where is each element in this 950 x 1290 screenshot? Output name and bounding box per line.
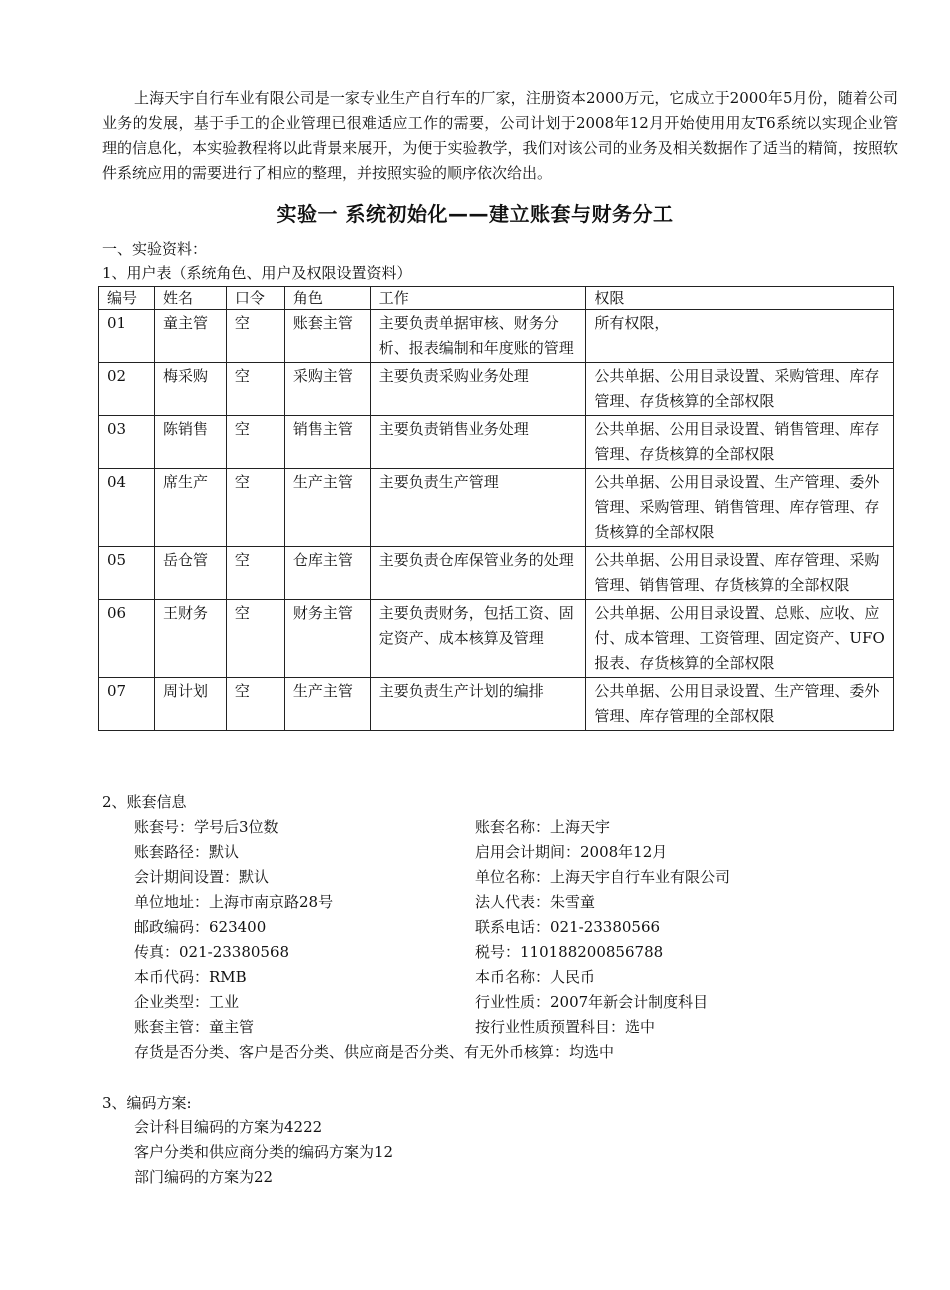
- cell-id: 04: [99, 469, 155, 547]
- table-row: [99, 600, 894, 678]
- account-info-row: [134, 865, 894, 890]
- cell-permission: 公共单据、公用目录设置、生产管理、委外管理、库存管理的全部权限: [586, 678, 894, 731]
- account-info-row: [134, 1040, 894, 1065]
- table-row: [99, 547, 894, 600]
- cell-role: 生产主管: [284, 678, 370, 731]
- cell-role: 财务主管: [284, 600, 370, 678]
- header-password: 口令: [226, 287, 284, 310]
- table-row: [99, 363, 894, 416]
- cell-name: 席生产: [154, 469, 226, 547]
- user-table: [98, 286, 894, 731]
- cell-work: 主要负责生产计划的编排: [370, 678, 586, 731]
- cell-password: 空: [226, 363, 284, 416]
- cell-permission: 所有权限，: [586, 310, 894, 363]
- account-info-row: [134, 965, 894, 990]
- coding-scheme-item: 会计科目编码的方案为4222: [134, 1118, 323, 1136]
- cell-work: 主要负责单据审核、财务分析、报表编制和年度账的管理: [370, 310, 586, 363]
- account-info-row: [134, 840, 894, 865]
- cell-permission: 公共单据、公用目录设置、销售管理、库存管理、存货核算的全部权限: [586, 416, 894, 469]
- account-info-left: 账套路径：默认: [134, 843, 240, 861]
- account-info-heading: 2、账套信息: [102, 793, 187, 811]
- account-info-right: 账套名称：上海天宇: [475, 818, 611, 836]
- intro-paragraph: [102, 86, 898, 186]
- cell-name: 周计划: [154, 678, 226, 731]
- table-row: [99, 416, 894, 469]
- coding-scheme-list: [134, 1115, 393, 1190]
- cell-permission: 公共单据、公用目录设置、总账、应收、应付、成本管理、工资管理、固定资产、UFO报表、存货核算的全部权限: [586, 600, 894, 678]
- coding-scheme-item: 部门编码的方案为22: [134, 1168, 274, 1186]
- header-id: 编号: [99, 287, 155, 310]
- cell-id: 02: [99, 363, 155, 416]
- table-row: [99, 678, 894, 731]
- cell-name: 岳仓管: [154, 547, 226, 600]
- cell-role: 账套主管: [284, 310, 370, 363]
- account-info-row: [134, 815, 894, 840]
- cell-password: 空: [226, 600, 284, 678]
- account-info-right: 本币名称：人民币: [475, 968, 596, 986]
- account-info-right: 启用会计期间：2008年12月: [475, 843, 668, 861]
- account-info-left: 会计期间设置：默认: [134, 868, 270, 886]
- account-info-row: [134, 890, 894, 915]
- cell-name: 王财务: [154, 600, 226, 678]
- account-info-right: 单位名称：上海天宇自行车业有限公司: [475, 868, 731, 886]
- cell-name: 陈销售: [154, 416, 226, 469]
- cell-id: 07: [99, 678, 155, 731]
- coding-scheme-item: 客户分类和供应商分类的编码方案为12: [134, 1143, 394, 1161]
- account-info-right: 法人代表：朱雪童: [475, 893, 596, 911]
- cell-password: 空: [226, 416, 284, 469]
- cell-permission: 公共单据、公用目录设置、库存管理、采购管理、销售管理、存货核算的全部权限: [586, 547, 894, 600]
- cell-work: 主要负责财务，包括工资、固定资产、成本核算及管理: [370, 600, 586, 678]
- account-info-left: 本币代码：RMB: [134, 968, 247, 986]
- header-work: 工作: [370, 287, 586, 310]
- cell-id: 06: [99, 600, 155, 678]
- coding-scheme-heading: 3、编码方案:: [102, 1094, 192, 1112]
- cell-role: 生产主管: [284, 469, 370, 547]
- account-info-row: [134, 915, 894, 940]
- intro-text: 上海天宇自行车业有限公司是一家专业生产自行车的厂家，注册资本2000万元，它成立于2000年5月份，随着公司业务的发展，基于手工的企业管理已很难适应工作的需要，公司计划于2008年12月开始使用用友T6系统以实现企业管理的信息化，本实验教程将以此背景来展开，为便于实验教学，我们对该公司的业务及相关数据作了适当的精简，按照软件系统应用的需要进行了相应的整理，并按照实验的顺序依次给出。: [102, 89, 898, 182]
- header-role: 角色: [284, 287, 370, 310]
- table-row: [99, 310, 894, 363]
- account-info-left: 邮政编码：623400: [134, 918, 267, 936]
- account-info-right: 联系电话：021-23380566: [475, 918, 661, 936]
- cell-password: 空: [226, 547, 284, 600]
- account-info-left: 账套主管：童主管: [134, 1018, 255, 1036]
- table-row: [99, 469, 894, 547]
- cell-work: 主要负责生产管理: [370, 469, 586, 547]
- account-info-left: 账套号：学号后3位数: [134, 818, 279, 836]
- cell-role: 仓库主管: [284, 547, 370, 600]
- table-header-row: [99, 287, 894, 310]
- account-info-left: 单位地址：上海市南京路28号: [134, 893, 334, 911]
- account-info-list: [134, 815, 894, 1065]
- account-info-right: 税号：110188200856788: [475, 943, 664, 961]
- account-info-left: 企业类型：工业: [134, 993, 240, 1011]
- cell-password: 空: [226, 310, 284, 363]
- cell-work: 主要负责采购业务处理: [370, 363, 586, 416]
- cell-work: 主要负责仓库保管业务的处理: [370, 547, 586, 600]
- section-heading-materials: 一、实验资料：: [102, 240, 208, 258]
- header-name: 姓名: [154, 287, 226, 310]
- account-info-row: [134, 1015, 894, 1040]
- account-info-row: [134, 940, 894, 965]
- cell-id: 05: [99, 547, 155, 600]
- cell-name: 梅采购: [154, 363, 226, 416]
- cell-role: 采购主管: [284, 363, 370, 416]
- cell-id: 03: [99, 416, 155, 469]
- experiment-title: 实验一 系统初始化——建立账套与财务分工: [276, 202, 674, 226]
- cell-password: 空: [226, 678, 284, 731]
- account-info-note: 存货是否分类、客户是否分类、供应商是否分类、有无外币核算：均选中: [134, 1043, 615, 1061]
- cell-password: 空: [226, 469, 284, 547]
- cell-permission: 公共单据、公用目录设置、采购管理、库存管理、存货核算的全部权限: [586, 363, 894, 416]
- account-info-row: [134, 990, 894, 1015]
- cell-id: 01: [99, 310, 155, 363]
- user-table-heading: 1、用户表（系统角色、用户及权限设置资料）: [102, 264, 412, 282]
- account-info-right: 行业性质：2007年新会计制度科目: [475, 993, 709, 1011]
- cell-permission: 公共单据、公用目录设置、生产管理、委外管理、采购管理、销售管理、库存管理、存货核算的全部权限: [586, 469, 894, 547]
- cell-name: 童主管: [154, 310, 226, 363]
- account-info-right: 按行业性质预置科目：选中: [475, 1018, 656, 1036]
- account-info-left: 传真：021-23380568: [134, 943, 290, 961]
- cell-role: 销售主管: [284, 416, 370, 469]
- cell-work: 主要负责销售业务处理: [370, 416, 586, 469]
- header-permission: 权限: [586, 287, 894, 310]
